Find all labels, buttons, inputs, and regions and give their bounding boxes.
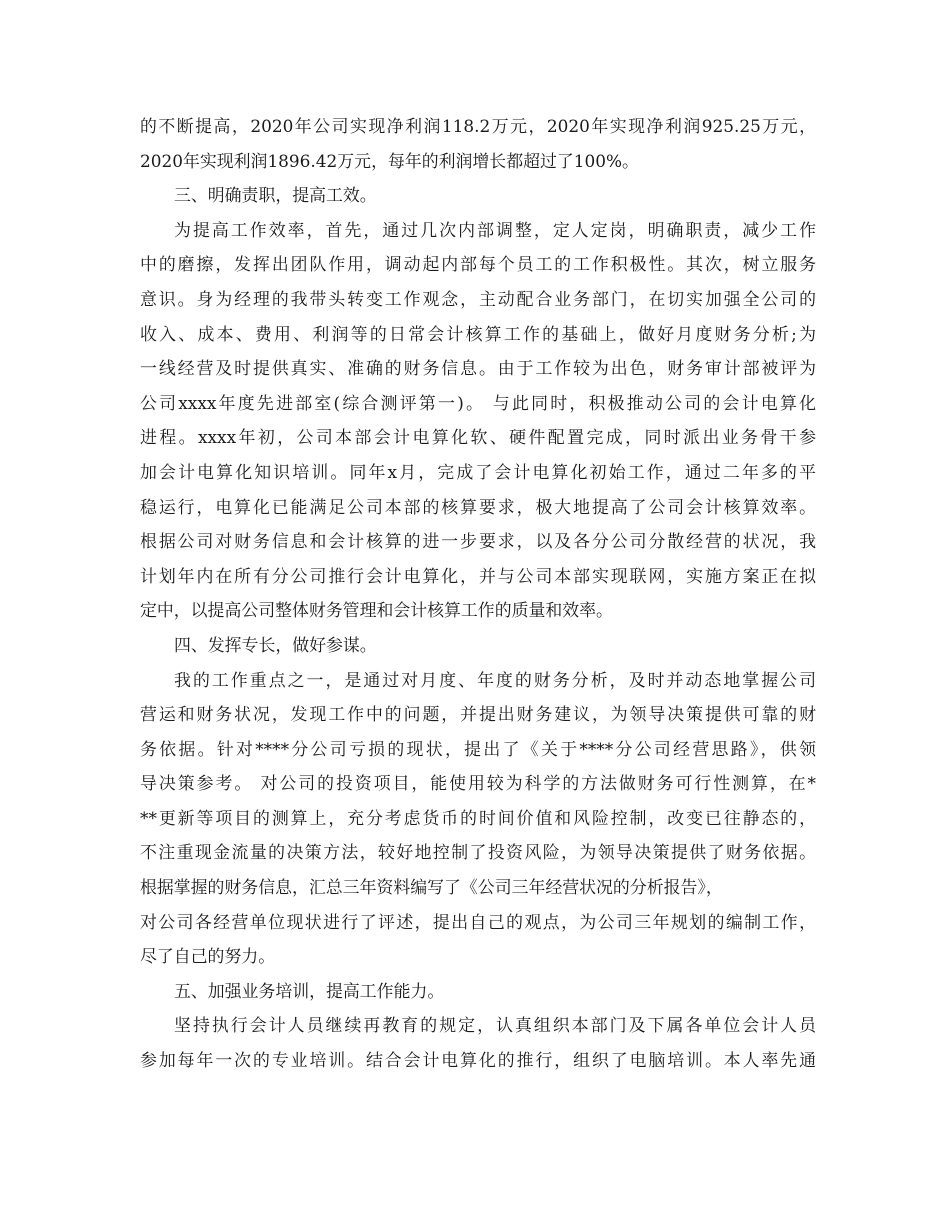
section-heading: 五、加强业务培训，提高工作能力。 [174,980,445,1001]
section-heading: 三、明确责职，提高工效。 [174,185,377,206]
text-line: 计划年内在所有分公司推行会计电算化，并与公司本部实现联网，实施方案正在拟 [140,565,816,586]
text-line: 意识。身为经理的我带头转变工作观念，主动配合业务部门，在切实加强全公司的 [140,288,816,309]
text-line: 营运和财务状况，发现工作中的问题，并提出财务建议，为领导决策提供可靠的财 [140,704,816,725]
paragraph-first-line: 我的工作重点之一，是通过对月度、年度的财务分析，及时并动态地掌握公司 [174,669,816,690]
text-line: 公司xxxx年度先进部室(综合测评第一)。 与此同时，积极推动公司的会计电算化 [140,392,816,413]
text-line: 根据公司对财务信息和会计核算的进一步要求，以及各分公司分散经营的状况，我 [140,531,816,552]
text-line: 2020年实现利润1896.42万元，每年的利润增长都超过了100%。 [140,150,639,171]
section-heading: 四、发挥专长，做好参谋。 [174,634,377,655]
paragraph-first-line: 为提高工作效率，首先，通过几次内部调整，定人定岗，明确职责，减少工作 [174,219,816,240]
text-line: 务依据。针对****分公司亏损的现状，提出了《关于****分公司经营思路》，供领 [140,738,816,759]
text-line: 中的磨擦，发挥出团队作用，调动起内部每个员工的工作积极性。其次，树立服务 [140,254,816,275]
text-line: 加会计电算化知识培训。同年x月，完成了会计电算化初始工作，通过二年多的平 [140,461,816,482]
text-line: 的不断提高，2020年公司实现净利润118.2万元，2020年实现净利润925.25万元， [140,116,816,136]
text-line: 定中，以提高公司整体财务管理和会计核算工作的质量和效率。 [140,600,613,621]
text-line: 稳运行，电算化已能满足公司本部的核算要求，极大地提高了公司会计核算效率。 [140,496,816,517]
text-line: 导决策参考。 对公司的投资项目，能使用较为科学的方法做财务可行性测算，在* [140,773,816,794]
text-line: **更新等项目的测算上，充分考虑货币的时间价值和风险控制，改变已往静态的， [140,807,816,828]
text-line: 进程。xxxx年初，公司本部会计电算化软、硬件配置完成，同时派出业务骨干参 [140,427,816,448]
text-line: 收入、成本、费用、利润等的日常会计核算工作的基础上，做好月度财务分析;为 [140,323,816,344]
text-line: 不注重现金流量的决策方法，较好地控制了投资风险，为领导决策提供了财务依据。 [140,842,816,863]
text-line: 根据掌握的财务信息，汇总三年资料编写了《公司三年经营状况的分析报告》， [140,877,723,898]
text-line: 尽了自己的努力。 [140,946,276,967]
text-line: 参加每年一次的专业培训。结合会计电算化的推行，组织了电脑培训。本人率先通 [140,1050,816,1071]
text-line: 一线经营及时提供真实、准确的财务信息。由于工作较为出色，财务审计部被评为 [140,358,816,379]
text-line: 对公司各经营单位现状进行了评述，提出自己的观点，为公司三年规划的编制工作， [140,911,816,932]
document-body [140,109,816,1078]
paragraph-first-line: 坚持执行会计人员继续再教育的规定，认真组织本部门及下属各单位会计人员 [174,1015,816,1036]
